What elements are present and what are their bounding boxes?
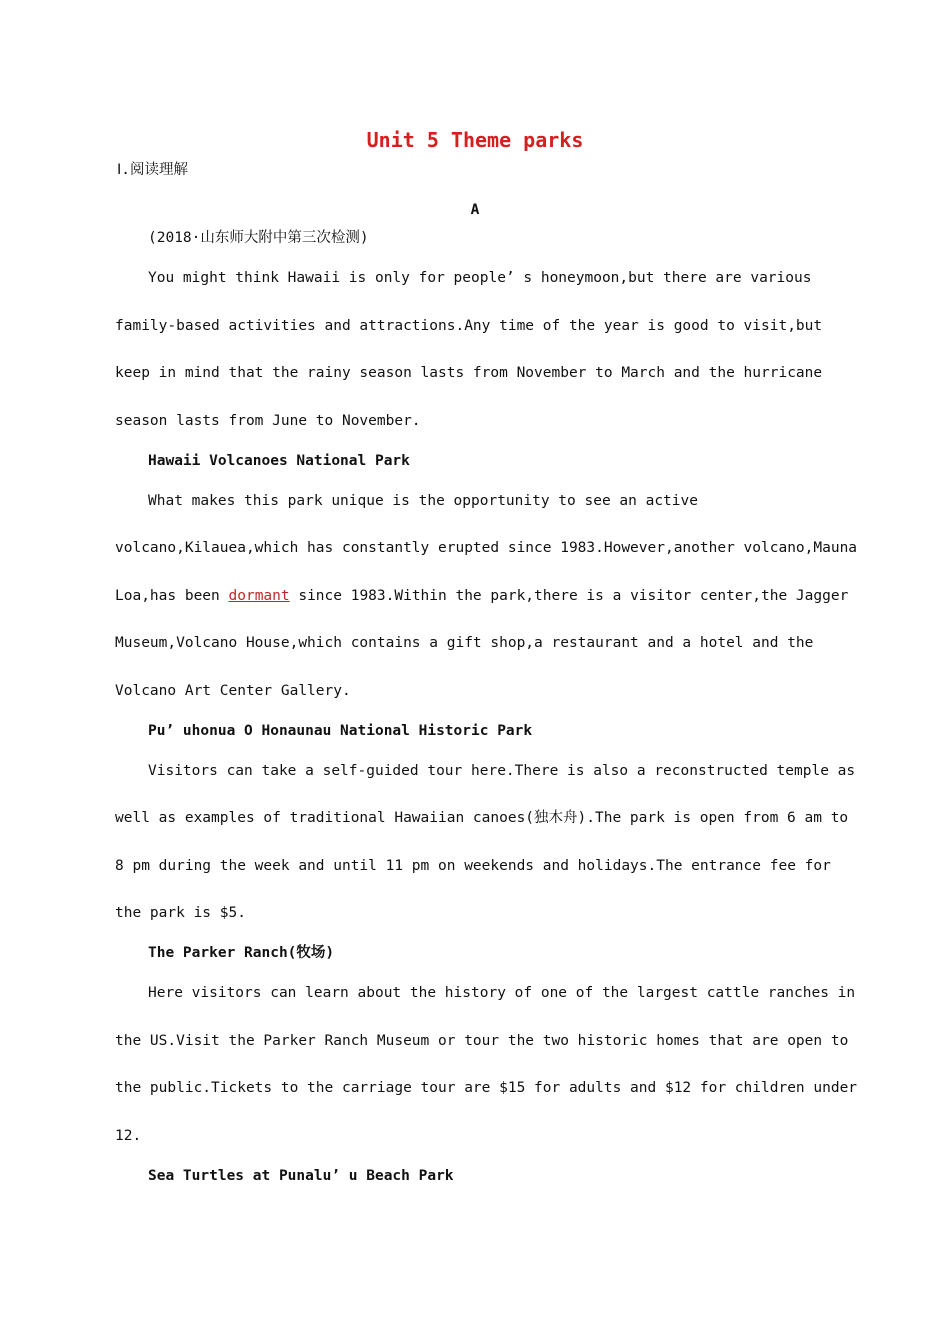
intro-line: family-based activities and attractions.Any time of the year is good to visit,but	[115, 318, 823, 334]
paragraph-line-dormant	[115, 586, 848, 606]
passage-letter: A	[470, 202, 480, 218]
section-heading: Sea Turtles at Punalu’ u Beach Park	[148, 1168, 454, 1184]
paragraph-line: Volcano Art Center Gallery.	[115, 683, 351, 699]
section-label: Ⅰ.阅读理解	[117, 162, 189, 178]
paragraph-line: 12.	[115, 1128, 142, 1144]
paragraph-line: the public.Tickets to the carriage tour are $15 for adults and $12 for children under	[115, 1080, 858, 1096]
paragraph-line: volcano,Kilauea,which has constantly erupted since 1983.However,another volcano,Mauna	[115, 540, 858, 556]
paragraph-line: 8 pm during the week and until 11 pm on weekends and holidays.The entrance fee for	[115, 858, 831, 874]
paragraph-line: What makes this park unique is the opportunity to see an active	[148, 493, 698, 509]
source-note: (2018·山东师大附中第三次检测)	[148, 230, 369, 246]
section-heading: Pu’ uhonua O Honaunau National Historic Park	[148, 723, 533, 739]
paragraph-line: Visitors can take a self-guided tour here.There is also a reconstructed temple as	[148, 763, 856, 779]
intro-line: keep in mind that the rainy season lasts from November to March and the hurricane	[115, 365, 823, 381]
highlighted-word: dormant	[228, 588, 290, 604]
paragraph-line: Here visitors can learn about the history of one of the largest cattle ranches in	[148, 985, 856, 1001]
paragraph-line: Museum,Volcano House,which contains a gift shop,a restaurant and a hotel and the	[115, 635, 814, 651]
intro-line: You might think Hawaii is only for people’ s honeymoon,but there are various	[148, 270, 812, 286]
paragraph-line: well as examples of traditional Hawaiian canoes(独木舟).The park is open from 6 am to	[115, 810, 849, 826]
section-heading: Hawaii Volcanoes National Park	[148, 453, 410, 469]
paragraph-line: the park is $5.	[115, 905, 246, 921]
section-heading: The Parker Ranch(牧场)	[148, 945, 335, 961]
intro-line: season lasts from June to November.	[115, 413, 421, 429]
page-title: Unit 5 Theme parks	[366, 128, 584, 152]
paragraph-line: the US.Visit the Parker Ranch Museum or tour the two historic homes that are open to	[115, 1033, 849, 1049]
dormant-line-text: Loa,has been dormant since 1983.Within the park,there is a visitor center,the Jagger	[115, 588, 849, 604]
